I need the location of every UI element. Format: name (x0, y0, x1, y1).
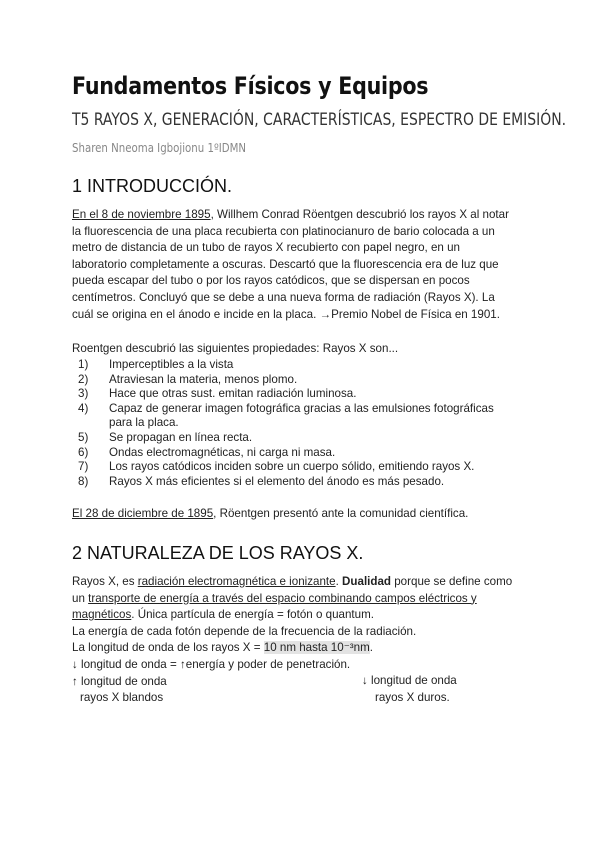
list-number: 4) (78, 401, 89, 415)
list-text: Se propagan en línea recta. (109, 430, 253, 444)
right-column (362, 673, 457, 706)
list-text: Capaz de generar imagen fotográfica gracias a las emulsiones fotográficas (109, 401, 494, 415)
list-item (72, 446, 542, 461)
nature-line-5 (72, 640, 532, 657)
intro-line-4: laboratorio completamente a oscuras. Descartó que la fluorescencia era de luz que (72, 257, 499, 271)
author-line: Sharen Nneoma Igbojionu 1ºIDMN (72, 141, 247, 155)
magnetic-term: magnéticos (72, 608, 132, 622)
list-number: 2) (78, 372, 89, 386)
list-text: Los rayos catódicos inciden sobre un cuerpo sólido, emitiendo rayos X. (109, 460, 475, 474)
energy-transport-definition: transporte de energía a través del espacio combinando campos eléctricos y (88, 591, 477, 605)
radiation-type: radiación electromagnética e ionizante (137, 575, 336, 588)
intro-line-5: pueda escapar del tubo o por los rayos catódicos, que se dispersan en pocos (72, 274, 470, 288)
nature-text: . Única partícula de energía = fotón o quantum. (131, 608, 374, 622)
section-2-heading: 2 NATURALEZA DE LOS RAYOS X. (72, 543, 364, 563)
presentation-paragraph (72, 506, 532, 523)
list-text: Rayos X más eficientes si el elemento del ánodo es más pesado. (109, 474, 445, 488)
intro-line-1 (72, 207, 532, 224)
left-col-line-1: ↑ longitud de onda (72, 674, 167, 688)
nature-text: . (335, 575, 343, 588)
list-number: 6) (78, 445, 89, 459)
discovery-date: En el 8 de noviembre 1895 (72, 208, 211, 221)
list-item (72, 431, 542, 446)
list-text: Ondas electromagnéticas, ni carga ni masa. (109, 445, 336, 459)
list-item (72, 402, 542, 431)
nature-line-4: La energía de cada fotón depende de la frecuencia de la radiación. (72, 624, 417, 638)
list-number: 7) (78, 460, 89, 474)
list-number: 8) (78, 474, 89, 488)
nature-text: un (72, 591, 89, 605)
intro-paragraph (72, 207, 532, 323)
document-title: Fundamentos Físicos y Equipos (72, 72, 429, 100)
list-text: Hace que otras sust. emitan radiación luminosa. (109, 387, 357, 401)
nature-paragraph (72, 574, 532, 707)
list-item (72, 387, 542, 402)
list-text-continued: para la placa. (109, 416, 179, 430)
list-number: 3) (78, 387, 89, 401)
presentation-line (72, 506, 532, 523)
wavelength-range: 10 nm hasta 10⁻³nm (263, 641, 370, 655)
nature-text: porque se define como (391, 575, 513, 588)
nature-text: La longitud de onda de los rayos X = (72, 641, 264, 655)
list-item (72, 475, 542, 490)
nature-line-2 (72, 591, 532, 608)
nature-line-3 (72, 607, 532, 624)
nature-text: Rayos X, es (72, 575, 138, 588)
left-col-line-2: rayos X blandos (80, 691, 164, 705)
nature-text: . (369, 641, 374, 655)
list-number: 1) (78, 358, 89, 371)
properties-list (72, 358, 542, 489)
duality-term: Dualidad (342, 575, 392, 588)
list-item (72, 358, 542, 373)
section-1-heading: 1 INTRODUCCIÓN. (72, 176, 233, 196)
presentation-date: El 28 de diciembre de 1895 (72, 507, 214, 520)
list-text: Atraviesan la materia, menos plomo. (109, 372, 298, 386)
properties-intro-text: Roentgen descubrió las siguientes propiedades: Rayos X son... (72, 342, 399, 355)
nature-line-6: ↓ longitud de onda = ↑energía y poder de penetración. (72, 657, 351, 671)
intro-line-2: la fluorescencia de una placa recubierta con platinocianuro de bario colocada a un (72, 224, 495, 238)
intro-line-1-text: , Willhem Conrad Röentgen descubrió los rayos X al notar (210, 208, 509, 221)
intro-line-7: cuál se origina en el ánodo e incide en la placa. →Premio Nobel de Física en 1901. (72, 307, 500, 321)
nature-line-1 (72, 574, 532, 591)
list-item (72, 373, 542, 388)
list-text: Imperceptibles a la vista (109, 358, 234, 371)
properties-intro (72, 341, 532, 358)
list-item (72, 460, 542, 475)
list-number: 5) (78, 430, 89, 444)
document-subtitle: T5 RAYOS X, GENERACIÓN, CARACTERÍSTICAS, ESPECTRO DE EMISIÓN. (72, 110, 567, 130)
presentation-text: , Röentgen presentó ante la comunidad científica. (213, 507, 469, 520)
intro-line-6: centímetros. Concluyó que se debe a una nueva forma de radiación (Rayos X). La (72, 290, 495, 304)
intro-line-3: metro de distancia de un tubo de rayos X recubierto con papel negro, en un (72, 241, 460, 255)
right-col-line-2: rayos X duros. (375, 690, 450, 704)
right-col-line-1: ↓ longitud de onda (362, 674, 457, 687)
